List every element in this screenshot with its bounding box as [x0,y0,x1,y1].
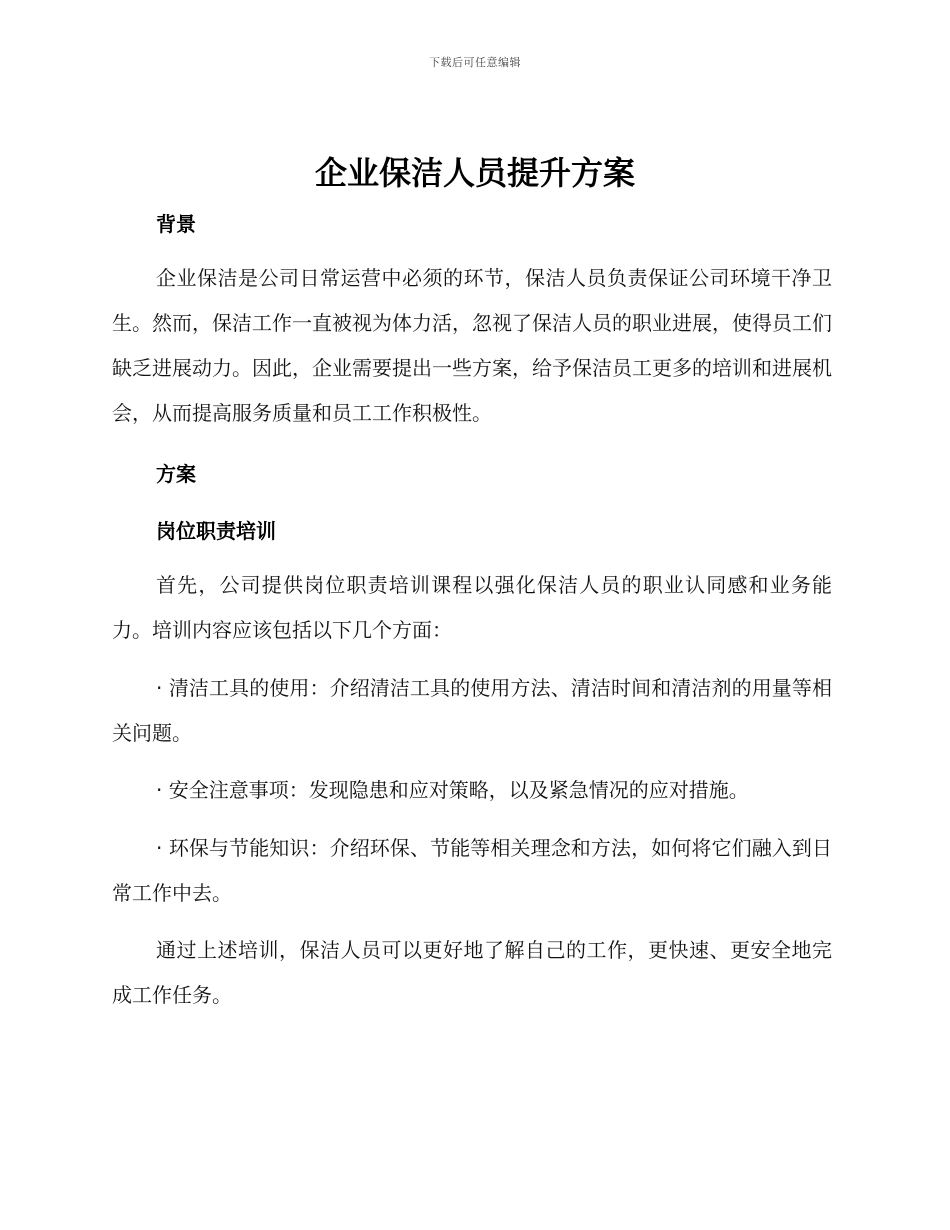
page-header-note: 下载后可任意编辑 [429,56,521,69]
subsection-heading-training: 岗位职责培训 [156,519,276,543]
section-heading-plan: 方案 [156,462,196,486]
training-intro-paragraph: 首先，公司提供岗位职责培训课程以强化保洁人员的职业认同感和业务能力。培训内容应该包括以下几个方面： [112,573,832,642]
bullet-item-environment: · 环保与节能知识：介绍环保、节能等相关理念和方法，如何将它们融入到日常工作中去。 [112,836,832,905]
section-heading-background: 背景 [156,212,196,236]
bullet-item-safety: · 安全注意事项：发现隐患和应对策略，以及紧急情况的应对措施。 [156,778,749,802]
bullet-item-tools: · 清洁工具的使用：介绍清洁工具的使用方法、清洁时间和清洁剂的用量等相关问题。 [112,676,832,745]
document-title: 企业保洁人员提升方案 [314,154,635,192]
training-conclusion-paragraph: 通过上述培训，保洁人员可以更好地了解自己的工作，更快速、更安全地完成工作任务。 [112,938,832,1007]
background-paragraph: 企业保洁是公司日常运营中必须的环节，保洁人员负责保证公司环境干净卫生。然而，保洁工作一直被视为体力活，忽视了保洁人员的职业进展，使得员工们缺乏进展动力。因此，企业需要提出一些方案，给予保洁员工更多的培训和进展机会，从而提高服务质量和员工工作积极性。 [112,266,832,425]
